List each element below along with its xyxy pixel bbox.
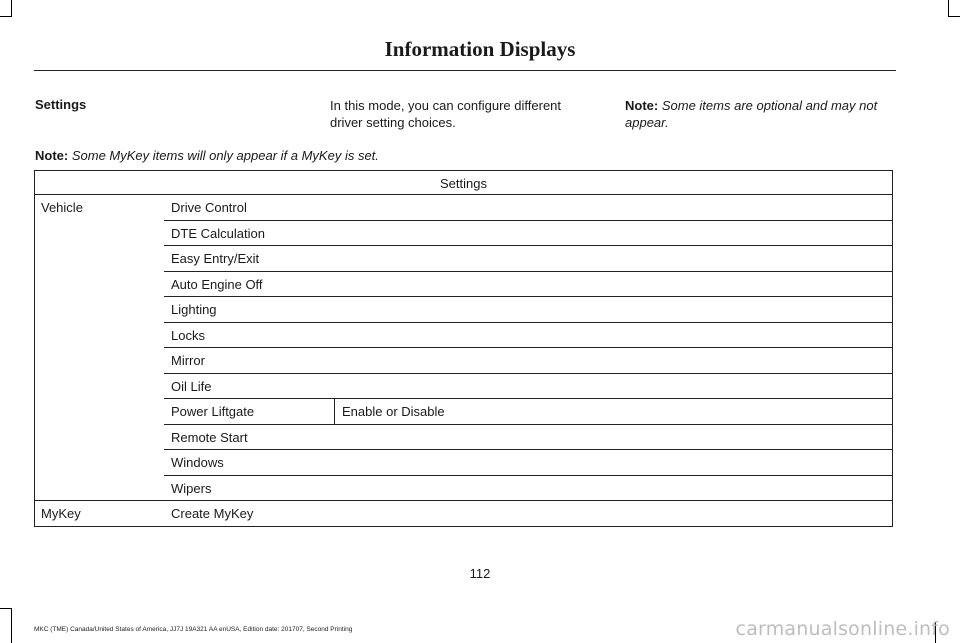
table-row xyxy=(164,246,893,272)
setting-item: Wipers xyxy=(171,480,212,496)
setting-item: Power Liftgate xyxy=(171,404,255,419)
table-border xyxy=(34,195,35,501)
table-group xyxy=(34,195,893,501)
crop-mark xyxy=(0,608,12,609)
crop-mark xyxy=(0,16,12,17)
setting-item: Oil Life xyxy=(171,378,212,394)
table-row xyxy=(164,399,893,425)
table-row xyxy=(164,297,893,323)
header-divider xyxy=(34,70,896,71)
group-divider xyxy=(34,526,893,527)
page-number: 112 xyxy=(469,566,491,581)
note-label: Note: xyxy=(625,98,659,113)
setting-item: Create MyKey xyxy=(171,506,254,521)
setting-item: Drive Control xyxy=(171,200,247,215)
setting-item: Auto Engine Off xyxy=(171,276,263,292)
crop-mark xyxy=(948,16,960,17)
table-title: Settings xyxy=(34,170,893,195)
group-label: Vehicle xyxy=(41,200,83,215)
setting-option: Enable or Disable xyxy=(342,404,445,419)
setting-item: Lighting xyxy=(171,302,217,317)
watermark: carmanualsonline.info xyxy=(735,618,950,640)
table-row xyxy=(164,221,893,247)
note-text: Some MyKey items will only appear if a MyKey is set. xyxy=(71,148,379,163)
setting-item: Windows xyxy=(171,455,224,470)
table-row xyxy=(164,425,893,451)
cell-divider xyxy=(334,399,335,424)
setting-item: Locks xyxy=(171,327,205,343)
crop-mark xyxy=(11,608,12,643)
setting-item: Mirror xyxy=(171,353,205,368)
table-row xyxy=(164,374,893,400)
table-row xyxy=(164,272,893,298)
table-border xyxy=(34,501,35,527)
table-row xyxy=(164,323,893,349)
table-border xyxy=(892,501,893,527)
setting-item: Easy Entry/Exit xyxy=(171,251,260,266)
table-group xyxy=(34,501,893,527)
intro-paragraph: In this mode, you can configure different driver setting choices. xyxy=(330,98,562,130)
section-heading: Settings xyxy=(35,97,87,112)
table-body xyxy=(34,195,893,527)
footer-edition-text: MKC (TME) Canada/United States of America, JJ7J 19A321 AA enUSA, Edition date: 201707, Second Printing xyxy=(34,626,353,633)
table-row xyxy=(164,476,893,502)
settings-table xyxy=(34,170,893,527)
note-text: Some items are optional and may not appear. xyxy=(625,98,878,130)
crop-mark xyxy=(948,0,949,16)
table-row xyxy=(164,450,893,476)
note-label: Note: xyxy=(35,148,69,163)
table-row xyxy=(164,501,893,527)
page-title: Information Displays xyxy=(384,37,576,61)
setting-item: Remote Start xyxy=(171,429,248,445)
mykey-note xyxy=(35,148,379,163)
setting-item: DTE Calculation xyxy=(171,225,265,241)
table-row xyxy=(164,195,893,221)
table-row xyxy=(164,348,893,374)
group-label: MyKey xyxy=(41,506,81,521)
crop-mark xyxy=(11,0,12,16)
optional-items-note xyxy=(625,97,900,131)
table-border xyxy=(892,195,893,501)
